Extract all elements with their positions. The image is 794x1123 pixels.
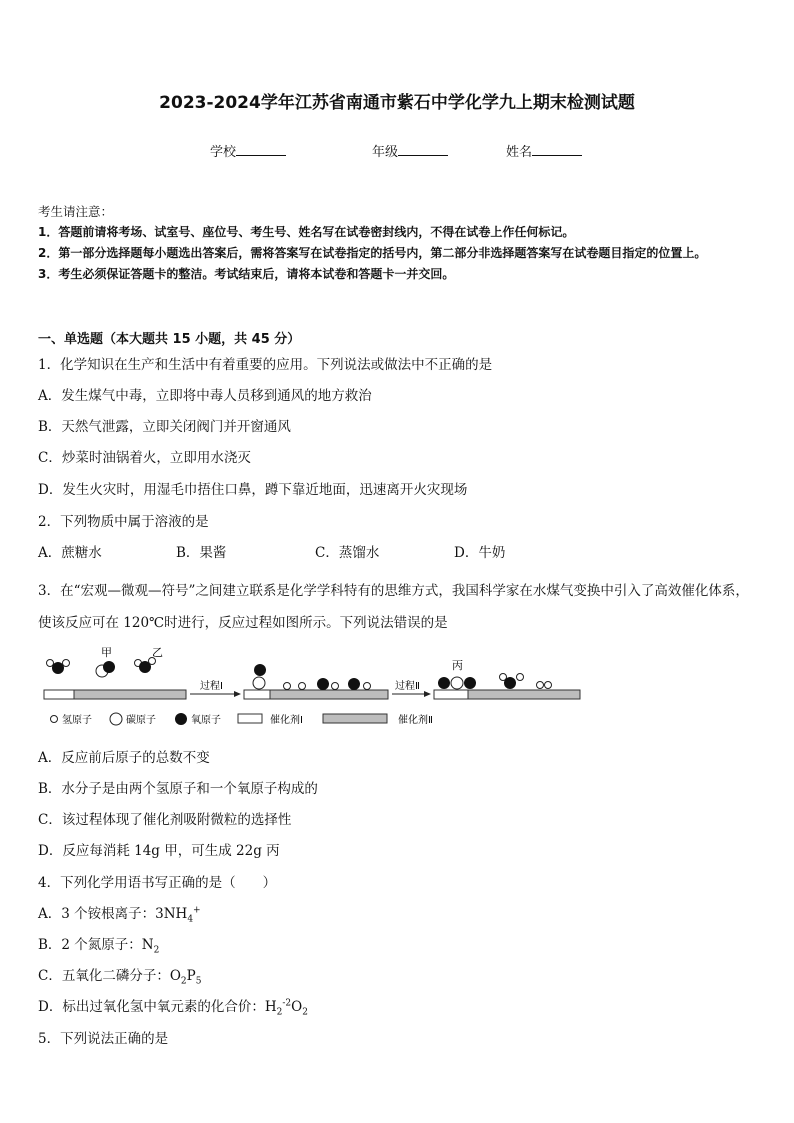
name-blank <box>532 143 582 156</box>
school-blank <box>236 143 286 156</box>
q1-stem: 1．化学知识在生产和生活中有着重要的应用。下列说法或做法中不正确的是 <box>38 357 493 373</box>
legend-catalyst-1-icon <box>238 714 262 723</box>
hydrogen-atom <box>332 683 339 690</box>
process-2-label: 过程Ⅱ <box>395 681 420 692</box>
carbon-atom <box>253 677 265 689</box>
q3-option-c: C．该过程体现了催化剂吸附微粒的选择性 <box>38 812 292 828</box>
notice-block <box>38 201 760 285</box>
q4-option-c <box>38 964 201 987</box>
oxygen-atom <box>103 661 115 673</box>
legend-oxygen-icon <box>175 713 187 725</box>
label-bing: 丙 <box>452 659 463 672</box>
label-yi: 乙 <box>152 646 163 659</box>
catalyst-1-bar <box>44 690 74 699</box>
q4-option-c-mid: P <box>186 968 196 984</box>
q3-stem-line1: 3．在“宏观—微观—符号”之间建立联系是化学学科特有的思维方式，我国科学家在水煤气变换中引入了高效催化体系， <box>38 583 749 599</box>
q1-option-a: A．发生煤气中毒，立即将中毒人员移到通风的地方救治 <box>38 388 372 404</box>
grade-blank <box>398 143 448 156</box>
q1-option-b: B．天然气泄露，立即关闭阀门并开窗通风 <box>38 419 291 435</box>
arrow-head <box>234 691 241 697</box>
carbon-atom <box>451 677 463 689</box>
q3-stem-line2: 使该反应可在 120℃时进行，反应过程如图所示。下列说法错误的是 <box>38 615 448 631</box>
q4-option-c-sub1: 2 <box>180 976 187 987</box>
exam-title: 2023-2024学年江苏省南通市紫石中学化学九上期末检测试题 <box>159 93 635 113</box>
school-label: 学校 <box>210 145 237 160</box>
legend-carbon: 碳原子 <box>126 715 156 726</box>
q4-option-d-text: D．标出过氧化氢中氧元素的化合价：H <box>38 999 277 1015</box>
q4-option-c-text: C．五氧化二磷分子：O <box>38 968 181 984</box>
legend-hydrogen: 氢原子 <box>62 715 92 726</box>
hydrogen-atom <box>364 683 371 690</box>
hydrogen-atom <box>47 660 54 667</box>
legend-oxygen: 氧原子 <box>191 715 221 726</box>
catalyst-1-bar <box>434 690 468 699</box>
oxygen-atom <box>254 664 266 676</box>
q4-option-d-sup: -2 <box>282 998 292 1009</box>
q4-option-a <box>38 902 201 925</box>
q2-options <box>38 541 505 561</box>
oxygen-atom <box>317 678 329 690</box>
catalyst-2-bar <box>270 690 388 699</box>
label-jia: 甲 <box>101 646 112 659</box>
q2-option-d: D．牛奶 <box>454 545 506 561</box>
notice-item-2: 2．第一部分选择题每小题选出答案后，需将答案写在试卷指定的括号内，第二部分非选择题答案写在试卷题目指定的位置上。 <box>38 246 707 260</box>
q4-option-a-sup: + <box>193 905 201 916</box>
q1-option-c: C．炒菜时油锅着火，立即用水浇灭 <box>38 450 251 466</box>
hydrogen-atom <box>545 682 552 689</box>
grade-label: 年级 <box>372 145 399 160</box>
q4-stem: 4．下列化学用语书写正确的是（ ） <box>38 875 277 891</box>
q4-option-b <box>38 933 159 956</box>
hydrogen-atom <box>63 660 70 667</box>
legend-catalyst-2-icon <box>323 714 387 723</box>
q5-stem: 5．下列说法正确的是 <box>38 1031 169 1047</box>
oxygen-atom <box>504 677 516 689</box>
notice-item-3: 3．考生必须保证答题卡的整洁。考试结束后，请将本试卷和答题卡一并交回。 <box>38 267 455 281</box>
arrow-head <box>424 691 431 697</box>
q3-option-b: B．水分子是由两个氢原子和一个氧原子构成的 <box>38 781 318 797</box>
q4-option-a-sub: 4 <box>187 914 194 925</box>
legend-hydrogen-icon <box>51 716 58 723</box>
hydrogen-atom <box>517 674 524 681</box>
q3-option-a: A．反应前后原子的总数不变 <box>38 750 210 766</box>
notice-item-1: 1．答题前请将考场、试室号、座位号、考生号、姓名写在试卷密封线内，不得在试卷上作任何标记。 <box>38 225 575 239</box>
hydrogen-atom <box>284 683 291 690</box>
notice-heading: 考生请注意： <box>38 204 114 219</box>
legend-catalyst-2: 催化剂Ⅱ <box>398 715 433 726</box>
q2-option-a: A．蔗糖水 <box>38 545 102 561</box>
q4-option-d-sub2: 2 <box>302 1007 308 1018</box>
catalyst-1-bar <box>244 690 270 699</box>
legend-catalyst-1: 催化剂Ⅰ <box>270 715 303 726</box>
hydrogen-atom <box>537 682 544 689</box>
catalyst-2-bar <box>468 690 580 699</box>
q4-option-c-sub2: 5 <box>195 976 202 987</box>
q4-option-b-sub: 2 <box>153 945 160 956</box>
school-field <box>210 141 286 160</box>
oxygen-atom <box>348 678 360 690</box>
reaction-diagram <box>38 646 598 732</box>
q4-option-b-text: B．2 个氮原子：N <box>38 937 154 953</box>
q2-option-b: B．果酱 <box>176 545 227 561</box>
process-1-label: 过程Ⅰ <box>200 681 223 692</box>
q4-option-a-text: A．3 个铵根离子：3NH <box>38 906 188 922</box>
section-heading: 一、单选题（本大题共 15 小题，共 45 分） <box>38 332 301 347</box>
name-label: 姓名 <box>506 145 533 160</box>
catalyst-2-bar <box>74 690 186 699</box>
q3-option-d: D．反应每消耗 14g 甲，可生成 22g 丙 <box>38 843 280 859</box>
legend-carbon-icon <box>110 713 122 725</box>
hydrogen-atom <box>299 683 306 690</box>
q4-option-d-end: O <box>291 999 303 1015</box>
grade-field <box>372 141 448 160</box>
q2-option-c: C．蒸馏水 <box>315 545 380 561</box>
oxygen-atom <box>438 677 450 689</box>
q4-option-d <box>38 995 308 1018</box>
oxygen-atom <box>464 677 476 689</box>
name-field <box>506 141 582 160</box>
q2-stem: 2．下列物质中属于溶液的是 <box>38 514 209 530</box>
q4-option-d-sub: 2 <box>276 1007 283 1018</box>
q1-option-d: D．发生火灾时，用湿毛巾捂住口鼻，蹲下靠近地面，迅速离开火灾现场 <box>38 482 468 498</box>
